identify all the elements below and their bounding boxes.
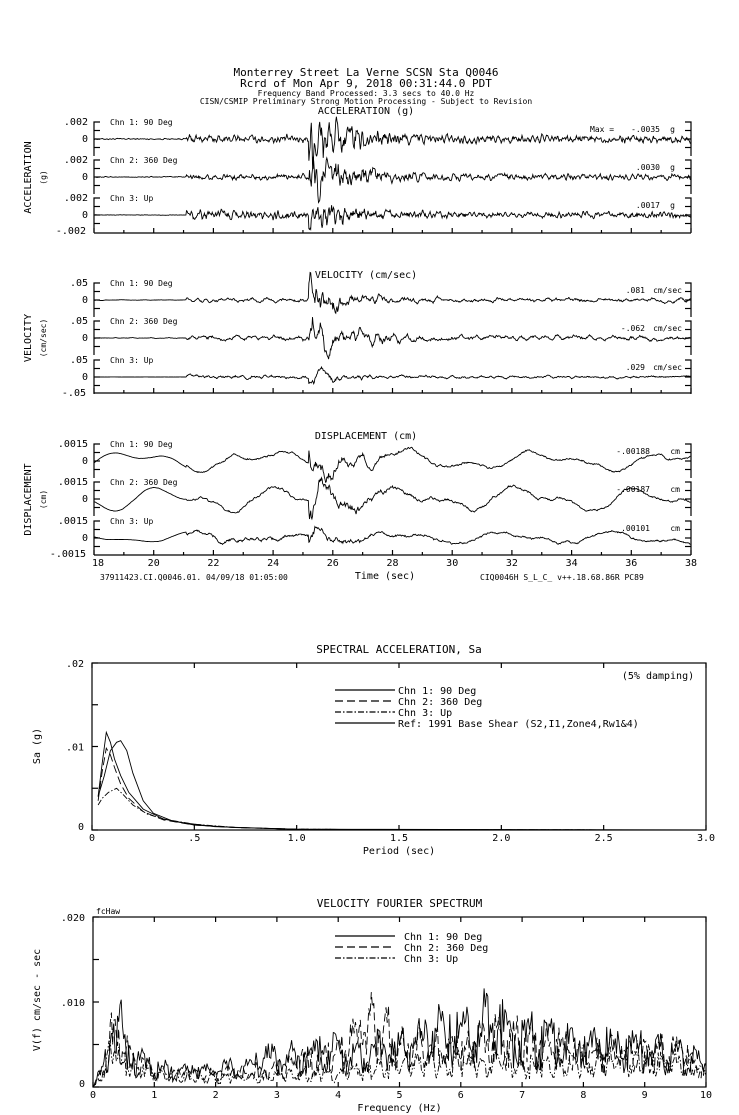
peak-unit: cm/sec: [653, 286, 682, 295]
header-record-time: Rcrd of Mon Apr 9, 2018 00:31:44.0 PDT: [240, 77, 492, 90]
peak-value: .00101: [621, 524, 650, 533]
y-axis-label: V(f) cm/sec - sec: [32, 948, 43, 1052]
panel-ylabel: ACCELERATION: [23, 141, 34, 214]
panel-acceleration: [23, 106, 691, 237]
peak-value: -.062: [620, 324, 645, 333]
x-tick-label: 3: [273, 1090, 280, 1101]
peak-value: -.00187: [616, 485, 650, 494]
peak-unit: cm: [670, 447, 680, 456]
peak-unit: cm: [670, 524, 680, 533]
x-tick-label: .5: [188, 833, 201, 844]
panel-yunit: (g): [39, 170, 48, 185]
peak-unit: cm: [670, 485, 680, 494]
y-tick-label: -.002: [55, 226, 86, 237]
channel-label: Chn 1: 90 Deg: [110, 118, 173, 127]
x-tick-label: 7: [519, 1090, 526, 1101]
peak-unit: g: [670, 125, 675, 134]
y-tick-label: 0: [81, 372, 88, 383]
legend-label: Chn 1: 90 Deg: [398, 686, 477, 697]
channel-label: Chn 2: 360 Deg: [110, 156, 178, 165]
y-tick-label: .002: [63, 117, 88, 128]
trace-chn-2-360-deg: [94, 157, 690, 203]
y-tick-label: 0: [81, 210, 88, 221]
y-tick-label: 0: [81, 333, 88, 344]
y-tick-label: .002: [63, 155, 88, 166]
x-tick-label: 22: [207, 558, 220, 569]
y-tick-label: .02: [65, 659, 84, 670]
header-station: Monterrey Street La Verne SCSN Sta Q0046: [233, 66, 499, 79]
x-tick-label: 2: [212, 1090, 219, 1101]
trace-chn-3-up: [94, 367, 690, 384]
y-tick-label: 0: [78, 1079, 85, 1090]
x-axis-label: Period (sec): [362, 846, 436, 857]
panel-yunit: (cm/sec): [39, 318, 48, 358]
panel-displacement: [23, 431, 697, 582]
x-tick-label: 36: [625, 558, 638, 569]
x-tick-label: 2.5: [594, 833, 613, 844]
y-tick-label: 0: [77, 822, 84, 833]
panel-title: VELOCITY (cm/sec): [314, 270, 418, 281]
header-frequency-band: Frequency Band Processed: 3.3 secs to 40.0 Hz: [257, 89, 475, 98]
fourier-spectrum-chart: [32, 897, 712, 1114]
x-tick-label: 1: [151, 1090, 158, 1101]
time-history-panels: [23, 106, 697, 582]
trace-chn-2-360-deg: [94, 478, 690, 519]
legend-label: Chn 2: 360 Deg: [404, 943, 489, 954]
legend-label: Chn 2: 360 Deg: [398, 697, 483, 708]
series-chn-2-360-deg: [98, 748, 706, 830]
x-tick-label: 4: [335, 1090, 342, 1101]
y-tick-label: .010: [60, 998, 85, 1009]
y-tick-label: 0: [81, 456, 88, 467]
x-tick-label: 8: [580, 1090, 587, 1101]
plot-frame: [93, 917, 706, 1087]
y-tick-label: .0015: [57, 516, 88, 527]
corner-label: fcHaw: [96, 907, 121, 916]
x-tick-label: 26: [326, 558, 339, 569]
record-id-footer: 37911423.CI.Q0046.01. 04/09/18 01:05:00: [100, 573, 288, 582]
y-tick-label: .05: [69, 278, 88, 289]
processing-id-footer: CIQ0046H S_L_C_ v++.18.68.86R PC89: [480, 573, 644, 582]
legend-label: Chn 3: Up: [404, 954, 459, 965]
x-tick-label: 18: [91, 558, 105, 569]
x-tick-label: 38: [684, 558, 698, 569]
x-tick-label: 0: [88, 833, 96, 844]
x-tick-label: 9: [641, 1090, 648, 1101]
channel-label: Chn 2: 360 Deg: [110, 478, 178, 487]
trace-chn-3-up: [94, 527, 690, 545]
channel-label: Chn 1: 90 Deg: [110, 279, 173, 288]
x-tick-label: 5: [396, 1090, 403, 1101]
x-tick-label: 6: [457, 1090, 464, 1101]
y-tick-label: 0: [81, 172, 88, 183]
x-axis-label: Frequency (Hz): [357, 1103, 442, 1114]
trace-chn-2-360-deg: [94, 317, 690, 359]
legend-label: Chn 3: Up: [398, 708, 453, 719]
series-ref-1991-base-shear-s2-i1-zone4-rw1-4-: [98, 741, 706, 830]
x-tick-label: 1.0: [287, 833, 306, 844]
trace-chn-3-up: [94, 205, 690, 229]
series-chn-1-90-deg: [98, 732, 706, 830]
spectral-acceleration-chart: [32, 643, 715, 857]
x-tick-label: 10: [699, 1090, 713, 1101]
peak-value: -.00188: [616, 447, 650, 456]
x-tick-label: 20: [147, 558, 160, 569]
channel-label: Chn 1: 90 Deg: [110, 440, 173, 449]
y-tick-label: 0: [81, 134, 88, 145]
peak-unit: g: [670, 201, 675, 210]
x-tick-label: 1.5: [389, 833, 409, 844]
x-axis-label: Time (sec): [354, 571, 416, 582]
y-tick-label: -.05: [61, 388, 86, 399]
header-processing-note: CISN/CSMIP Preliminary Strong Motion Processing - Subject to Revision: [199, 97, 533, 106]
trace-chn-1-90-deg: [94, 447, 690, 482]
y-tick-label: 0: [81, 533, 88, 544]
y-tick-label: .01: [65, 742, 84, 754]
panel-yunit: (cm): [39, 489, 48, 510]
channel-label: Chn 3: Up: [110, 517, 154, 526]
y-tick-label: .0015: [57, 439, 88, 450]
peak-value: -.0035: [631, 125, 660, 134]
x-tick-label: 32: [505, 558, 518, 569]
y-tick-label: .05: [69, 316, 88, 327]
panel-velocity: [23, 270, 691, 399]
x-tick-label: 28: [386, 558, 399, 569]
x-tick-label: 24: [267, 558, 280, 569]
max-label: Max =: [590, 125, 615, 134]
x-tick-label: 2.0: [492, 833, 511, 844]
chart-title: SPECTRAL ACCELERATION, Sa: [316, 643, 482, 656]
damping-annotation: (5% damping): [621, 671, 695, 682]
y-tick-label: 0: [81, 295, 88, 306]
y-axis-label: Sa (g): [32, 727, 43, 765]
x-tick-label: 3.0: [696, 833, 716, 844]
panel-ylabel: DISPLACEMENT: [23, 463, 34, 536]
y-tick-label: .05: [69, 355, 88, 366]
record-header: [200, 66, 533, 106]
x-tick-label: 34: [565, 558, 578, 569]
peak-unit: cm/sec: [653, 324, 682, 333]
peak-value: .029: [625, 363, 645, 372]
chart-title: VELOCITY FOURIER SPECTRUM: [316, 897, 483, 910]
panel-ylabel: VELOCITY: [23, 313, 34, 363]
y-tick-label: .0015: [57, 477, 88, 488]
panel-title: DISPLACEMENT (cm): [314, 431, 418, 442]
y-tick-label: .020: [60, 913, 85, 924]
peak-value: .0030: [635, 163, 660, 172]
x-tick-label: 30: [446, 558, 459, 569]
channel-label: Chn 3: Up: [110, 194, 154, 203]
legend-label: Ref: 1991 Base Shear (S2,I1,Zone4,Rw1&4): [398, 719, 639, 730]
legend-label: Chn 1: 90 Deg: [404, 932, 483, 943]
y-tick-label: -.0015: [49, 549, 86, 560]
peak-unit: cm/sec: [653, 363, 682, 372]
panel-title: ACCELERATION (g): [317, 106, 415, 117]
peak-value: .0017: [635, 201, 660, 210]
peak-value: .081: [625, 286, 645, 295]
y-tick-label: .002: [63, 193, 88, 204]
x-tick-label: 0: [89, 1090, 97, 1101]
peak-unit: g: [670, 163, 675, 172]
y-tick-label: 0: [81, 494, 88, 505]
channel-label: Chn 3: Up: [110, 356, 154, 365]
channel-label: Chn 2: 360 Deg: [110, 317, 178, 326]
